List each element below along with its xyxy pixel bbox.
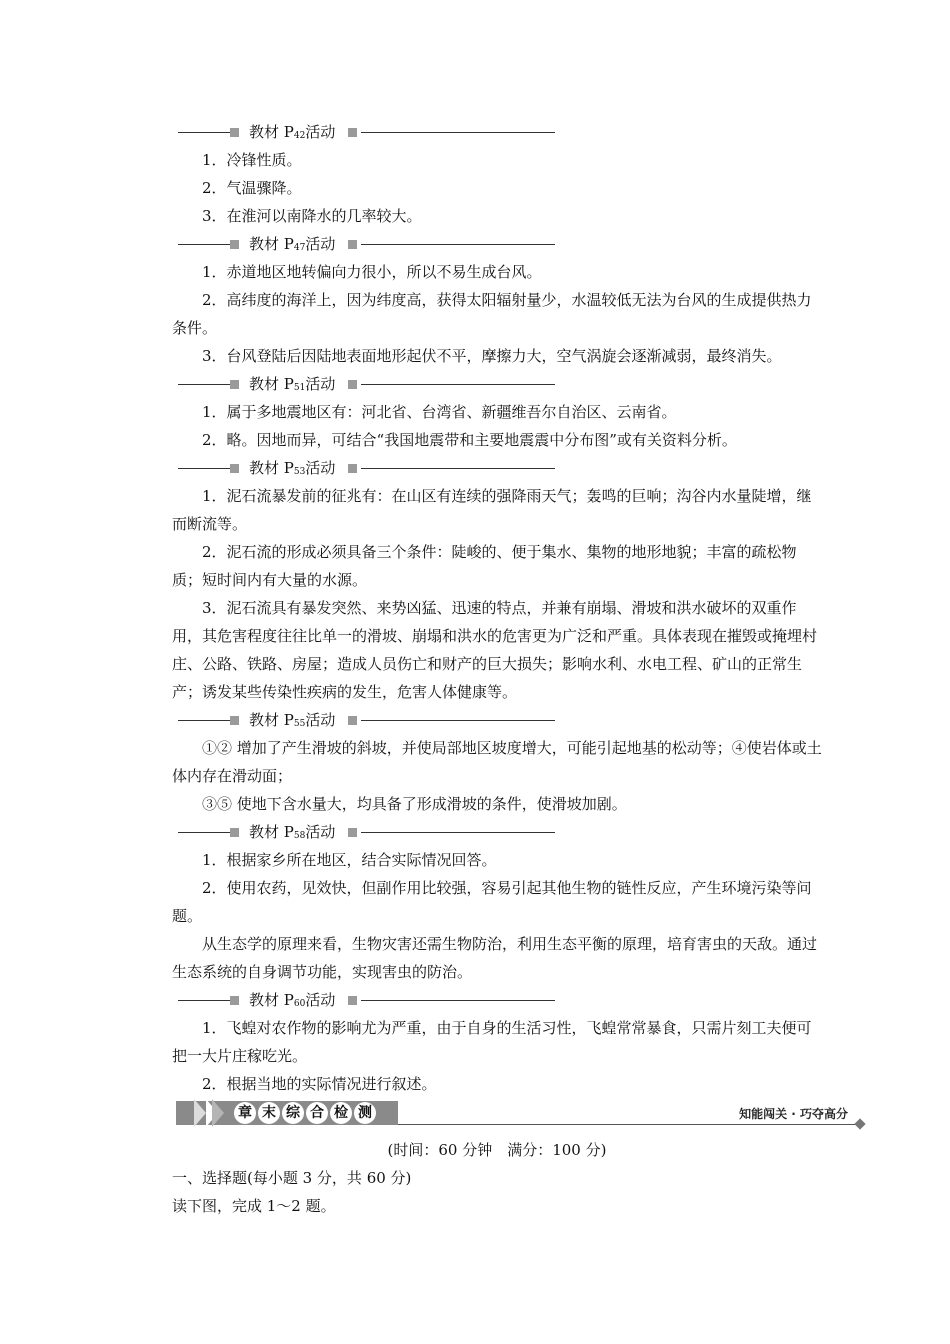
answer-paragraph: 2．气温骤降。 bbox=[202, 179, 302, 197]
answer-paragraph: 从生态学的原理来看，生物灾害还需生物防治，利用生态平衡的原理，培育害虫的天敌。通过生态系统的自身调节功能，实现害虫的防治。 bbox=[172, 935, 818, 981]
section-heading-label: 教材 $P_{55}$活动 bbox=[249, 711, 336, 729]
section-heading-label: 教材 $P_{58}$活动 bbox=[249, 823, 336, 841]
heading-rule bbox=[361, 468, 555, 469]
heading-rule bbox=[361, 1000, 555, 1001]
chevron-arrow-icon bbox=[194, 1099, 206, 1127]
banner-title-char: 测 bbox=[354, 1102, 376, 1124]
banner-title-char: 综 bbox=[282, 1102, 304, 1124]
answer-paragraph: ③⑤ 使地下含水量大，均具备了形成滑坡的条件，使滑坡加剧。 bbox=[202, 795, 627, 813]
banner-title-char: 合 bbox=[306, 1102, 328, 1124]
banner-title-char: 章 bbox=[234, 1102, 256, 1124]
answer-paragraph: 1．根据家乡所在地区，结合实际情况回答。 bbox=[202, 851, 497, 869]
section-heading bbox=[172, 454, 822, 482]
banner-rule bbox=[398, 1124, 860, 1125]
square-bullet-icon bbox=[230, 996, 239, 1005]
answer-paragraph: 1．飞蝗对农作物的影响尤为严重，由于自身的生活习性，飞蝗常常暴食，只需片刻工夫便可把一大片庄稼吃光。 bbox=[172, 1019, 812, 1065]
answer-paragraph: 2．高纬度的海洋上，因为纬度高，获得太阳辐射量少，水温较低无法为台风的生成提供热力条件。 bbox=[172, 291, 812, 337]
square-bullet-icon bbox=[230, 716, 239, 725]
square-bullet-icon bbox=[230, 828, 239, 837]
section-heading-label: 教材 $P_{51}$活动 bbox=[249, 375, 336, 393]
banner-title bbox=[234, 1102, 376, 1124]
answer-paragraph: 3．泥石流具有暴发突然、来势凶猛、迅速的特点，并兼有崩塌、滑坡和洪水破坏的双重作用，其危害程度往往比单一的滑坡、崩塌和洪水的危害更为广泛和严重。具体表现在摧毁或掩埋村庄、公路、铁路、房屋；造成人员伤亡和财产的巨大损失；影响水利、水电工程、矿山的正常生产；诱发某些传染性疾病的发生，危害人体健康等。 bbox=[172, 599, 818, 701]
heading-rule bbox=[178, 244, 230, 245]
square-bullet-icon bbox=[230, 240, 239, 249]
heading-rule bbox=[178, 720, 230, 721]
heading-rule bbox=[178, 132, 230, 133]
banner-title-char: 末 bbox=[258, 1102, 280, 1124]
answer-paragraph: 3．在淮河以南降水的几率较大。 bbox=[202, 207, 422, 225]
answer-paragraph: 2．使用农药，见效快，但副作用比较强，容易引起其他生物的链性反应，产生环境污染等问题。 bbox=[172, 879, 812, 925]
square-bullet-icon bbox=[348, 380, 357, 389]
answer-sections bbox=[172, 118, 822, 1098]
square-bullet-icon bbox=[348, 828, 357, 837]
answer-paragraph: 2．略。因地而异，可结合“我国地震带和主要地震震中分布图”或有关资料分析。 bbox=[202, 431, 737, 449]
banner-title-char: 检 bbox=[330, 1102, 352, 1124]
section-heading bbox=[172, 370, 822, 398]
banner-slogan: 知能闯关 · 巧夺高分 bbox=[739, 1107, 848, 1121]
section-heading bbox=[172, 118, 822, 146]
heading-rule bbox=[178, 832, 230, 833]
answer-paragraph: 2．根据当地的实际情况进行叙述。 bbox=[202, 1075, 437, 1093]
square-bullet-icon bbox=[230, 128, 239, 137]
square-bullet-icon bbox=[348, 996, 357, 1005]
chevron-arrow-icon bbox=[212, 1099, 224, 1127]
section-heading-label: 教材 $P_{53}$活动 bbox=[249, 459, 336, 477]
square-bullet-icon bbox=[230, 464, 239, 473]
answer-paragraph: 1．泥石流暴发前的征兆有：在山区有连续的强降雨天气；轰鸣的巨响；沟谷内水量陡增，继而断流等。 bbox=[172, 487, 812, 533]
answer-paragraph: 2．泥石流的形成必须具备三个条件：陡峻的、便于集水、集物的地形地貌；丰富的疏松物质；短时间内有大量的水源。 bbox=[172, 543, 797, 589]
section-heading-label: 教材 $P_{47}$活动 bbox=[249, 235, 336, 253]
heading-rule bbox=[361, 720, 555, 721]
exam-section-title: 一、选择题(每小题 3 分，共 60 分) bbox=[172, 1169, 412, 1187]
square-bullet-icon bbox=[348, 240, 357, 249]
diamond-icon bbox=[854, 1118, 865, 1129]
heading-rule bbox=[178, 1000, 230, 1001]
answer-paragraph: 1．赤道地区地转偏向力很小，所以不易生成台风。 bbox=[202, 263, 542, 281]
heading-rule bbox=[361, 384, 555, 385]
heading-rule bbox=[361, 132, 555, 133]
exam-intro bbox=[172, 1136, 822, 1220]
section-heading bbox=[172, 230, 822, 258]
section-heading bbox=[172, 706, 822, 734]
square-bullet-icon bbox=[348, 464, 357, 473]
heading-rule bbox=[178, 384, 230, 385]
section-heading-label: 教材 $P_{42}$活动 bbox=[249, 123, 336, 141]
heading-rule bbox=[361, 832, 555, 833]
heading-rule bbox=[361, 244, 555, 245]
square-bullet-icon bbox=[230, 380, 239, 389]
answer-paragraph: 1．冷锋性质。 bbox=[202, 151, 302, 169]
section-heading bbox=[172, 818, 822, 846]
answer-paragraph: ①② 增加了产生滑坡的斜坡，并使局部地区坡度增大，可能引起地基的松动等；④使岩体或土体内存在滑动面； bbox=[172, 739, 822, 785]
square-bullet-icon bbox=[348, 716, 357, 725]
answer-paragraph: 1．属于多地震地区有：河北省、台湾省、新疆维吾尔自治区、云南省。 bbox=[202, 403, 677, 421]
exam-time-line: (时间：60 分钟 满分：100 分) bbox=[387, 1141, 607, 1159]
square-bullet-icon bbox=[348, 128, 357, 137]
exam-instruction: 读下图，完成 1～2 题。 bbox=[172, 1197, 336, 1215]
section-heading bbox=[172, 986, 822, 1014]
section-heading-label: 教材 $P_{60}$活动 bbox=[249, 991, 336, 1009]
chapter-review-banner bbox=[176, 1097, 866, 1131]
answer-paragraph: 3．台风登陆后因陆地表面地形起伏不平，摩擦力大，空气涡旋会逐渐减弱，最终消失。 bbox=[202, 347, 782, 365]
heading-rule bbox=[178, 468, 230, 469]
